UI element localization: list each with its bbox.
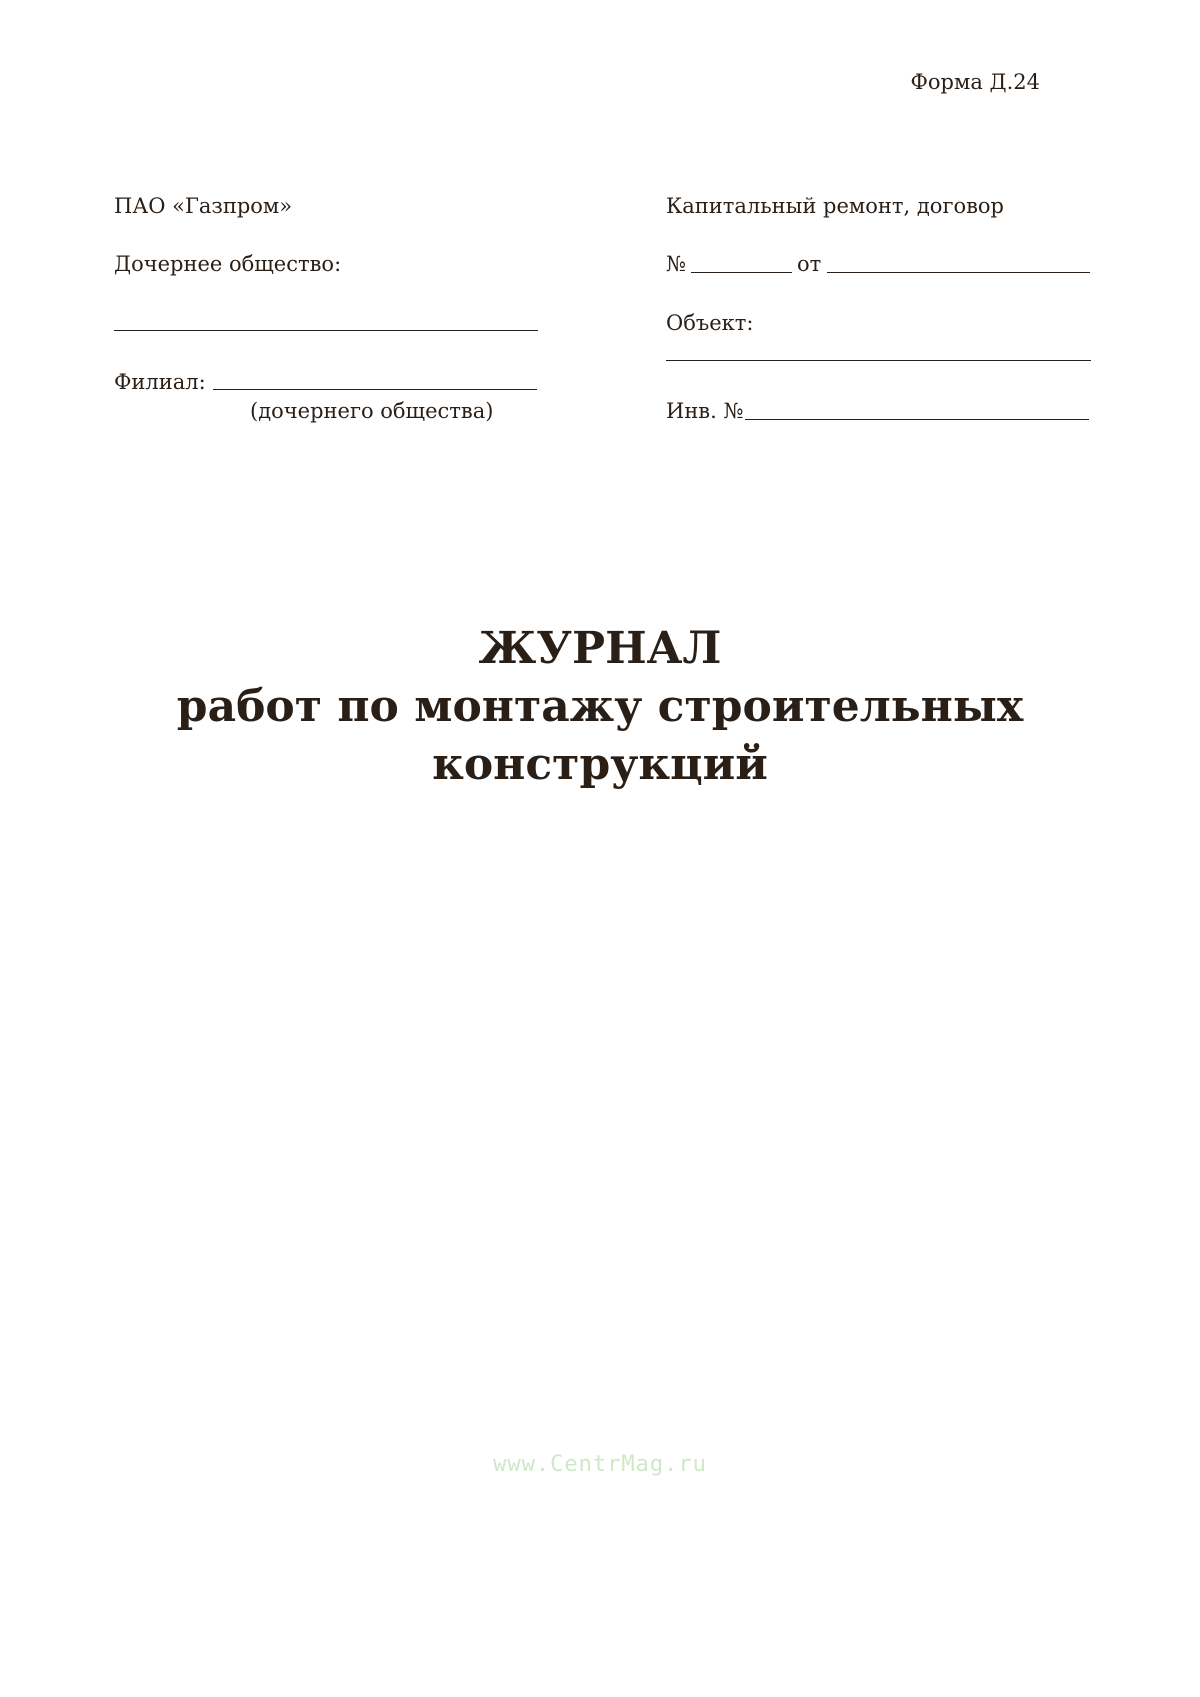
- contract-number-label: №: [666, 252, 686, 276]
- repair-contract-label: Капитальный ремонт, договор: [666, 194, 1004, 218]
- object-field-line[interactable]: [666, 360, 1091, 361]
- company-name: ПАО «Газпром»: [114, 194, 293, 218]
- inventory-field-line[interactable]: [745, 419, 1089, 420]
- inventory-label: Инв. №: [666, 399, 744, 423]
- branch-field-line[interactable]: [213, 389, 537, 390]
- subsidiary-field-line[interactable]: [114, 330, 538, 331]
- contract-number-field-line[interactable]: [691, 272, 792, 273]
- object-label: Объект:: [666, 311, 754, 335]
- form-id: Форма Д.24: [910, 70, 1040, 94]
- watermark: www.CentrMag.ru: [493, 1452, 707, 1477]
- contract-date-label: от: [797, 252, 822, 276]
- title-line-3: конструкций: [432, 739, 768, 790]
- title-line-2: работ по монтажу строительных: [176, 681, 1024, 732]
- branch-label: Филиал:: [114, 370, 206, 394]
- branch-note: (дочернего общества): [250, 399, 494, 423]
- contract-date-field-line[interactable]: [827, 272, 1090, 273]
- title-line-1: ЖУРНАЛ: [478, 623, 722, 674]
- subsidiary-label: Дочернее общество:: [114, 252, 342, 276]
